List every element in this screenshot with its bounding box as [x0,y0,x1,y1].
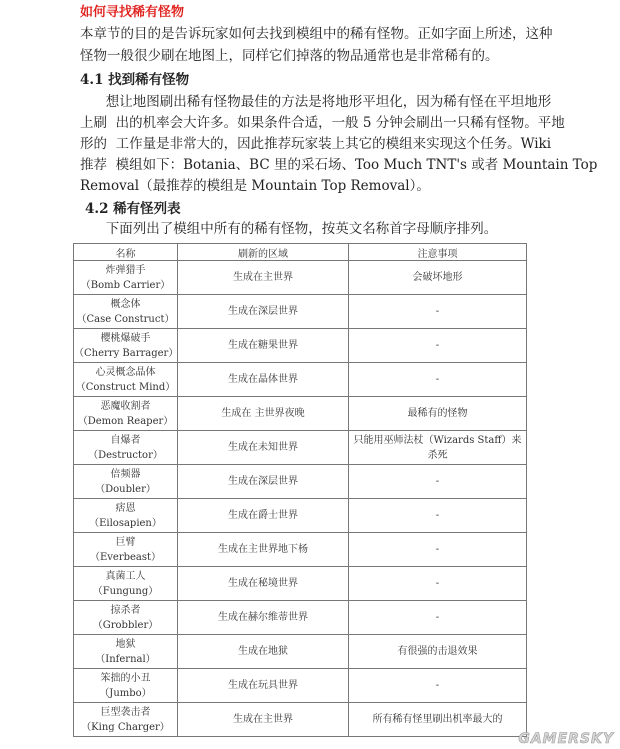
table-row [74,465,527,499]
name-cn: 自爆者 [110,434,141,446]
name-en: （Infernal） [95,653,156,665]
header-name: 名称 [74,244,178,261]
name-en: （Construct Mind） [75,381,176,393]
watermark-logo: GAMERSKY [518,731,614,747]
name-cn: 炸弹猎手 [105,264,146,276]
name-en: （Destructor） [88,449,163,461]
table-row [74,567,527,601]
cell-area: 生成在秘境世界 [178,567,349,601]
header-area: 刷新的区域 [178,244,349,261]
name-cn: 巨臂 [115,536,136,548]
cell-note: 最稀有的怪物 [349,397,527,431]
table-row [74,669,527,703]
cell-note: - [349,533,527,567]
cell-area: 生成在玩具世界 [178,669,349,703]
rare-monster-table [73,243,527,737]
table-row [74,431,527,465]
cell-name [74,567,178,601]
cell-name [74,499,178,533]
cell-note: - [349,567,527,601]
cell-area: 生成在糖果世界 [178,329,349,363]
cell-area: 生成在赫尔维蒂世界 [178,601,349,635]
cell-area: 生成在晶体世界 [178,363,349,397]
cell-area: 生成在主世界地下杨 [178,533,349,567]
name-en: （Fungung） [92,585,159,597]
cell-area: 生成在主世界 [178,261,349,295]
name-cn: 笨拙的小丑 [100,672,151,684]
name-cn: 掠杀者 [110,604,141,616]
cell-note: - [349,499,527,533]
cell-note: - [349,601,527,635]
table-header-row [74,244,527,261]
name-en: （Eilosapien） [89,517,162,529]
cell-area: 生成在主世界 [178,703,349,737]
cell-name [74,363,178,397]
cell-note: - [349,329,527,363]
intro-line: 本章节的目的是告诉玩家如何去找到模组中的稀有怪物。正如字面上所述，这种 [80,26,553,42]
table-row [74,703,527,737]
section-title: 如何寻找稀有怪物 [80,5,185,20]
name-cn: 恶魔收割者 [100,400,151,412]
name-en: （Case Construct） [76,313,175,325]
header-notes: 注意事项 [349,244,527,261]
table-row [74,533,527,567]
name-en: （Everbeast） [89,551,162,563]
cell-area: 生成在深层世界 [178,465,349,499]
para-line: 形的 工作量是非常大的，因此推荐玩家装上其它的模组来实现这个任务。Wiki [80,136,552,152]
heading-4-1: 4.1 找到稀有怪物 [80,72,190,88]
table-intro: 下面列出了模组中所有的稀有怪物，按英文名称首字母顺序排列。 [80,221,498,237]
name-cn: 樱桃爆破手 [100,332,151,344]
name-en: （Grobbler） [92,619,159,631]
name-cn: 地狱 [115,638,136,650]
cell-name [74,703,178,737]
para-line: Removal（最推荐的模组是 Mountain Top Removal）。 [80,178,430,194]
name-en: （Doubler） [95,483,156,495]
name-cn: 心灵概念晶体 [95,366,156,378]
cell-note: - [349,363,527,397]
cell-name [74,329,178,363]
cell-note: 只能用巫师法杖（Wizards Staff）来杀死 [349,431,527,465]
table-row [74,397,527,431]
table-row [74,295,527,329]
table-row [74,499,527,533]
name-cn: 倍频器 [110,468,141,480]
name-en: （King Charger） [81,721,170,733]
name-cn: 概念体 [110,298,141,310]
cell-area: 生成在 主世界夜晚 [178,397,349,431]
name-en: （Demon Reaper） [77,415,174,427]
cell-name [74,397,178,431]
cell-name [74,431,178,465]
table-row [74,601,527,635]
intro-line: 怪物一般很少刷在地图上，同样它们掉落的物品通常也是非常稀有的。 [80,48,499,64]
cell-name [74,601,178,635]
cell-note: - [349,669,527,703]
cell-note: 会破坏地形 [349,261,527,295]
heading-4-2: 4.2 稀有怪列表 [85,201,181,217]
cell-name [74,635,178,669]
table-row [74,329,527,363]
cell-note: 有很强的击退效果 [349,635,527,669]
cell-area: 生成在未知世界 [178,431,349,465]
cell-area: 生成在深层世界 [178,295,349,329]
table-row [74,363,527,397]
cell-name [74,295,178,329]
name-en: （Bomb Carrier） [80,279,171,291]
para-line: 推荐 模组如下：Botania、BC 里的采石场、Too Much TNT's 或者 Mountain Top [80,157,598,173]
name-cn: 痞恩 [115,502,136,514]
name-cn: 真菌工人 [105,570,146,582]
para-line: 想让地图刷出稀有怪物最佳的方法是将地形平坦化，因为稀有怪在平坦地形 [80,94,552,110]
name-en: （Jumbo） [99,687,152,699]
table-row [74,635,527,669]
cell-note: - [349,465,527,499]
cell-name [74,261,178,295]
cell-name [74,669,178,703]
para-line: 上刷 出的机率会大许多。如果条件合适，一般 5 分钟会刷出一只稀有怪物。平地 [80,115,565,131]
cell-name [74,465,178,499]
cell-note: - [349,295,527,329]
name-cn: 巨型袭击者 [100,706,151,718]
table-row [74,261,527,295]
cell-area: 生成在地狱 [178,635,349,669]
cell-name [74,533,178,567]
cell-area: 生成在爵士世界 [178,499,349,533]
cell-note: 所有稀有怪里刷出机率最大的 [349,703,527,737]
name-en: （Cherry Barrager） [74,347,179,359]
